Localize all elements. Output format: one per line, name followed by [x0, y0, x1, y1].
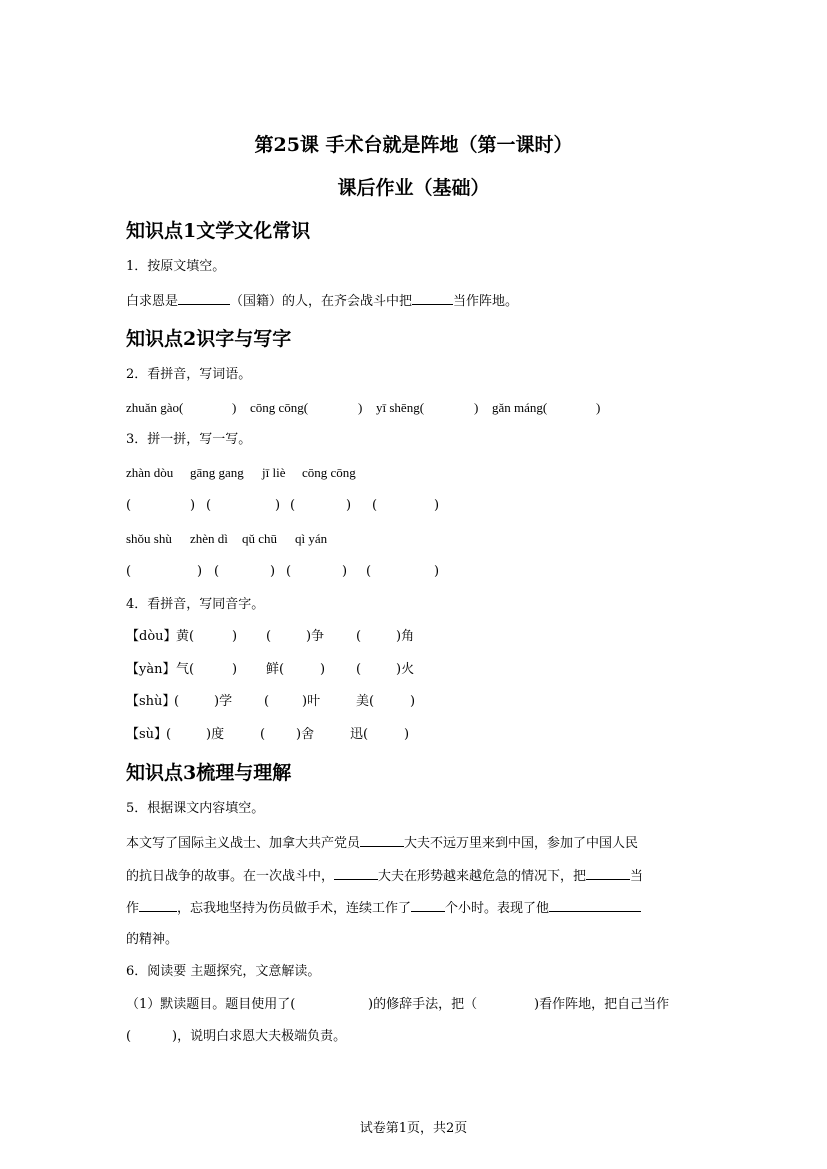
answer-blank[interactable]: [139, 898, 177, 912]
section-heading-2: 知识点2识字与写字: [126, 328, 292, 350]
question-3-prompt: 3．拼一拼，写一写。: [126, 432, 252, 447]
question-5-line-4: 的精神。: [126, 932, 179, 947]
answer-blank[interactable]: [334, 866, 378, 880]
section-heading-3: 知识点3梳理与理解: [126, 762, 292, 784]
page-title: 第25课 手术台就是阵地（第一课时）: [254, 134, 573, 156]
page-subtitle: 课后作业（基础）: [337, 177, 490, 199]
answer-blank[interactable]: [360, 833, 404, 847]
answer-blank[interactable]: [586, 866, 630, 880]
question-1-prompt: 1．按原文填空。: [126, 259, 226, 274]
answer-blank[interactable]: [411, 898, 445, 912]
answer-blank[interactable]: [549, 898, 641, 912]
answer-blank[interactable]: [412, 291, 453, 305]
page-footer: 试卷第1页，共2页: [359, 1121, 468, 1136]
question-5-prompt: 5．根据课文内容填空。: [126, 801, 265, 816]
answer-blank[interactable]: [178, 291, 230, 305]
question-5-line-2: 的抗日战争的故事。在一次战斗中， 大夫在形势越来越危急的情况下，把 当: [126, 866, 643, 886]
section-heading-1: 知识点1文学文化常识: [126, 220, 311, 242]
question-4-prompt: 4．看拼音，写同音字。: [126, 597, 265, 612]
question-2-prompt: 2．看拼音，写词语。: [126, 367, 252, 382]
question-5-line-3: 作 ，忘我地坚持为伤员做手术，连续工作了 个小时。表现了他: [126, 898, 641, 918]
question-5-line-1: 本文写了国际主义战士、加拿大共产党员 大夫不远万里来到中国，参加了中国人民: [126, 833, 638, 853]
question-1-line: 白求恩是 （国籍）的人，在齐会战斗中把 当作阵地。: [126, 291, 518, 311]
question-6-prompt: 6．阅读要 主题探究，文意解读。: [126, 964, 321, 979]
worksheet-page: 第25课 手术台就是阵地（第一课时） 课后作业（基础） 知识点1文学文化常识 1．按原文填空。 白求恩是 （国籍）的人，在齐会战斗中把 当作阵地。 知识点2识字与写字 2．看拼音，写词语。 zhuǎn gào( ) cōng cōng( ) yī shēng( ) gǎn máng( ) 3．拼一拼，写一写。 zhàn dòu gāng gang jī liè cōng cōng ( ) ( ) ( ) ( ) shǒu shù zhèn dì qǔ chū qì yán ( ) ( ) ( ) ( ) 4．看拼音，写同音字。 【dòu】 黄( ) ( )争 ( )角 【yàn】 气( ) 鲜( ) ( )火 【shù】 ( )学 ( )叶 美( ) 【sù】 ( )度 ( )舍 迅( ) 知识点3梳理与理解 5．根据课文内容填空。 本文写了国际主义战士、加拿大共产党员 大夫不远万里来到中国，参加了中国人民 的抗日战争的故事。在一次战斗中， 大夫在形势越来越危急的情况下，把 当 作 ，忘我地坚持为伤员做手术，连续工作了 个小时。表现了他 的精神。 6．阅读要 主题探究，文意解读。 （1）默读题目。题目使用了( )的修辞手法，把（ )看作阵地，把自己当作 ( )，说明白求恩大夫极端负责。 试卷第1页，共2页: [0, 0, 827, 1169]
